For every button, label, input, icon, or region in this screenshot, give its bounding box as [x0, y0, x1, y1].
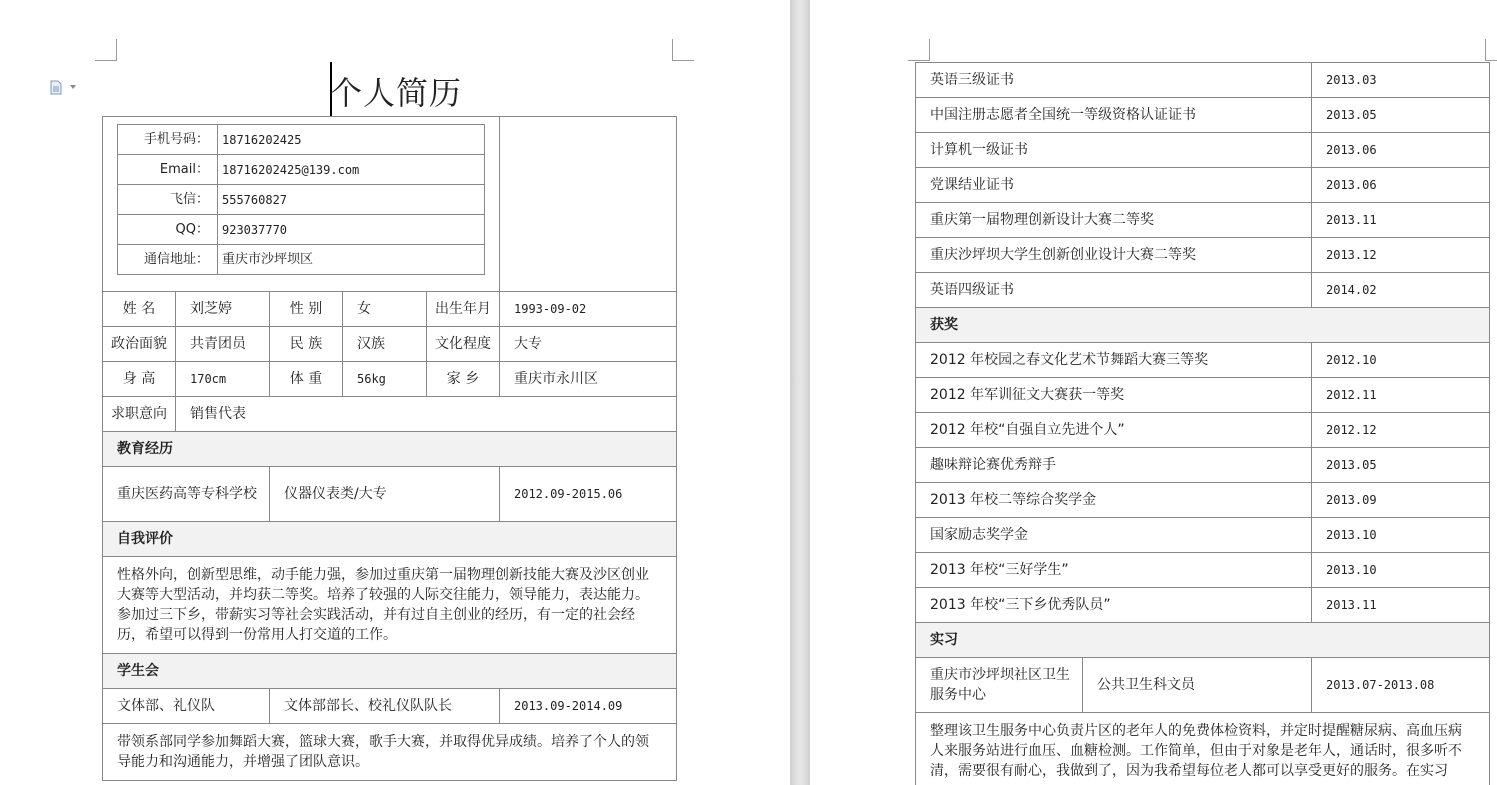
certificate-date[interactable]: 2013.12 [1312, 238, 1490, 273]
fetion-label: 飞信： [118, 185, 218, 215]
award-date[interactable]: 2012.12 [1312, 413, 1490, 448]
education-heading: 教育经历 [103, 432, 677, 467]
address-value[interactable]: 重庆市沙坪坝区 [218, 245, 485, 275]
award-name[interactable]: 2012 年军训征文大赛获一等奖 [916, 378, 1312, 413]
phone-value[interactable]: 18716202425 [218, 125, 485, 155]
internship-heading: 实习 [916, 623, 1490, 658]
phone-label: 手机号码： [118, 125, 218, 155]
award-name[interactable]: 2013 年校“三下乡优秀队员” [916, 588, 1312, 623]
award-name[interactable]: 2012 年校“自强自立先进个人” [916, 413, 1312, 448]
certificate-date[interactable]: 2014.02 [1312, 273, 1490, 308]
crop-mark-top-left-p2 [908, 39, 930, 61]
ethnic-label: 民 族 [270, 327, 343, 362]
education-major[interactable]: 仪器仪表类/大专 [270, 467, 500, 522]
certificate-date[interactable]: 2013.11 [1312, 203, 1490, 238]
email-value[interactable]: 18716202425@139.com [218, 155, 485, 185]
internship-text[interactable]: 整理该卫生服务中心负责片区的老年人的免费体检资料，并定时提醒糖尿病、高血压病人来服务站进行血压、血糖检测。工作简单，但由于对象是老年人，通话时，很多听不清，需要很有耐心，我做到了，因为我希望每位老人都可以享受更好的服务。在实习 [916, 713, 1490, 785]
document-icon[interactable] [50, 80, 62, 95]
birth-label: 出生年月 [427, 292, 500, 327]
resume-table-page2 [915, 62, 1490, 785]
height-label: 身 高 [103, 362, 176, 397]
ethnic-value[interactable]: 汉族 [343, 327, 427, 362]
award-date[interactable]: 2013.10 [1312, 518, 1490, 553]
fetion-value[interactable]: 555760827 [218, 185, 485, 215]
crop-mark-top-left [95, 39, 117, 61]
award-date[interactable]: 2013.11 [1312, 588, 1490, 623]
student-union-period[interactable]: 2013.09-2014.09 [500, 689, 677, 724]
student-union-heading: 学生会 [103, 654, 677, 689]
qq-value[interactable]: 923037770 [218, 215, 485, 245]
internship-role[interactable]: 公共卫生科文员 [1083, 658, 1312, 713]
page-gap [790, 0, 810, 785]
name-value[interactable]: 刘芝婷 [176, 292, 270, 327]
self-eval-heading: 自我评价 [103, 522, 677, 557]
student-union-text[interactable]: 带领系部同学参加舞蹈大赛，篮球大赛，歌手大赛，并取得优异成绩。培养了个人的领导能力和沟通能力，并增强了团队意识。 [103, 724, 677, 781]
education-school[interactable]: 重庆医药高等专科学校 [103, 467, 270, 522]
name-label: 姓 名 [103, 292, 176, 327]
award-name[interactable]: 2012 年校园之春文化艺术节舞蹈大赛三等奖 [916, 343, 1312, 378]
certificate-name[interactable]: 重庆第一届物理创新设计大赛二等奖 [916, 203, 1312, 238]
certificate-name[interactable]: 重庆沙坪坝大学生创新创业设计大赛二等奖 [916, 238, 1312, 273]
certificate-name[interactable]: 计算机一级证书 [916, 133, 1312, 168]
resume-title[interactable]: 个人简历 [330, 74, 463, 112]
award-date[interactable]: 2013.09 [1312, 483, 1490, 518]
certificate-date[interactable]: 2013.03 [1312, 63, 1490, 98]
student-union-role[interactable]: 文体部部长、校礼仪队队长 [270, 689, 500, 724]
award-date[interactable]: 2013.05 [1312, 448, 1490, 483]
contact-table [117, 124, 485, 275]
internship-period[interactable]: 2013.07-2013.08 [1312, 658, 1490, 713]
award-name[interactable]: 2013 年校“三好学生” [916, 553, 1312, 588]
chevron-down-icon[interactable] [70, 85, 76, 89]
qq-label: QQ： [118, 215, 218, 245]
award-name[interactable]: 趣味辩论赛优秀辩手 [916, 448, 1312, 483]
contact-cell [103, 117, 500, 292]
crop-mark-top-right [672, 39, 694, 61]
award-date[interactable]: 2013.10 [1312, 553, 1490, 588]
email-label: Email： [118, 155, 218, 185]
resume-table-page1 [102, 116, 677, 781]
certificate-name[interactable]: 党课结业证书 [916, 168, 1312, 203]
certificate-name[interactable]: 英语四级证书 [916, 273, 1312, 308]
award-name[interactable]: 国家励志奖学金 [916, 518, 1312, 553]
certificate-date[interactable]: 2013.06 [1312, 168, 1490, 203]
address-label: 通信地址： [118, 245, 218, 275]
gender-value[interactable]: 女 [343, 292, 427, 327]
politics-value[interactable]: 共青团员 [176, 327, 270, 362]
edu-label: 文化程度 [427, 327, 500, 362]
politics-label: 政治面貌 [103, 327, 176, 362]
job-label: 求职意向 [103, 397, 176, 432]
award-date[interactable]: 2012.10 [1312, 343, 1490, 378]
photo-cell[interactable] [500, 117, 677, 292]
crop-mark-top-right-p2 [1485, 39, 1497, 61]
job-value[interactable]: 销售代表 [176, 397, 677, 432]
weight-label: 体 重 [270, 362, 343, 397]
awards-heading: 获奖 [916, 308, 1490, 343]
gender-label: 性 别 [270, 292, 343, 327]
certificate-name[interactable]: 英语三级证书 [916, 63, 1312, 98]
certificate-date[interactable]: 2013.06 [1312, 133, 1490, 168]
birth-value[interactable]: 1993-09-02 [500, 292, 677, 327]
hometown-value[interactable]: 重庆市永川区 [500, 362, 677, 397]
certificate-name[interactable]: 中国注册志愿者全国统一等级资格认证证书 [916, 98, 1312, 133]
education-period[interactable]: 2012.09-2015.06 [500, 467, 677, 522]
internship-org[interactable]: 重庆市沙坪坝社区卫生服务中心 [916, 658, 1083, 713]
self-eval-text[interactable]: 性格外向，创新型思维，动手能力强，参加过重庆第一届物理创新技能大赛及沙区创业大赛等大型活动，并均获二等奖。培养了较强的人际交往能力，领导能力，表达能力。参加过三下乡，带薪实习等社会实践活动，并有过自主创业的经历，有一定的社会经历，希望可以得到一份常用人打交道的工作。 [103, 557, 677, 654]
student-union-dept[interactable]: 文体部、礼仪队 [103, 689, 270, 724]
hometown-label: 家 乡 [427, 362, 500, 397]
award-date[interactable]: 2012.11 [1312, 378, 1490, 413]
award-name[interactable]: 2013 年校二等综合奖学金 [916, 483, 1312, 518]
height-value[interactable]: 170cm [176, 362, 270, 397]
weight-value[interactable]: 56kg [343, 362, 427, 397]
edu-value[interactable]: 大专 [500, 327, 677, 362]
certificate-date[interactable]: 2013.05 [1312, 98, 1490, 133]
